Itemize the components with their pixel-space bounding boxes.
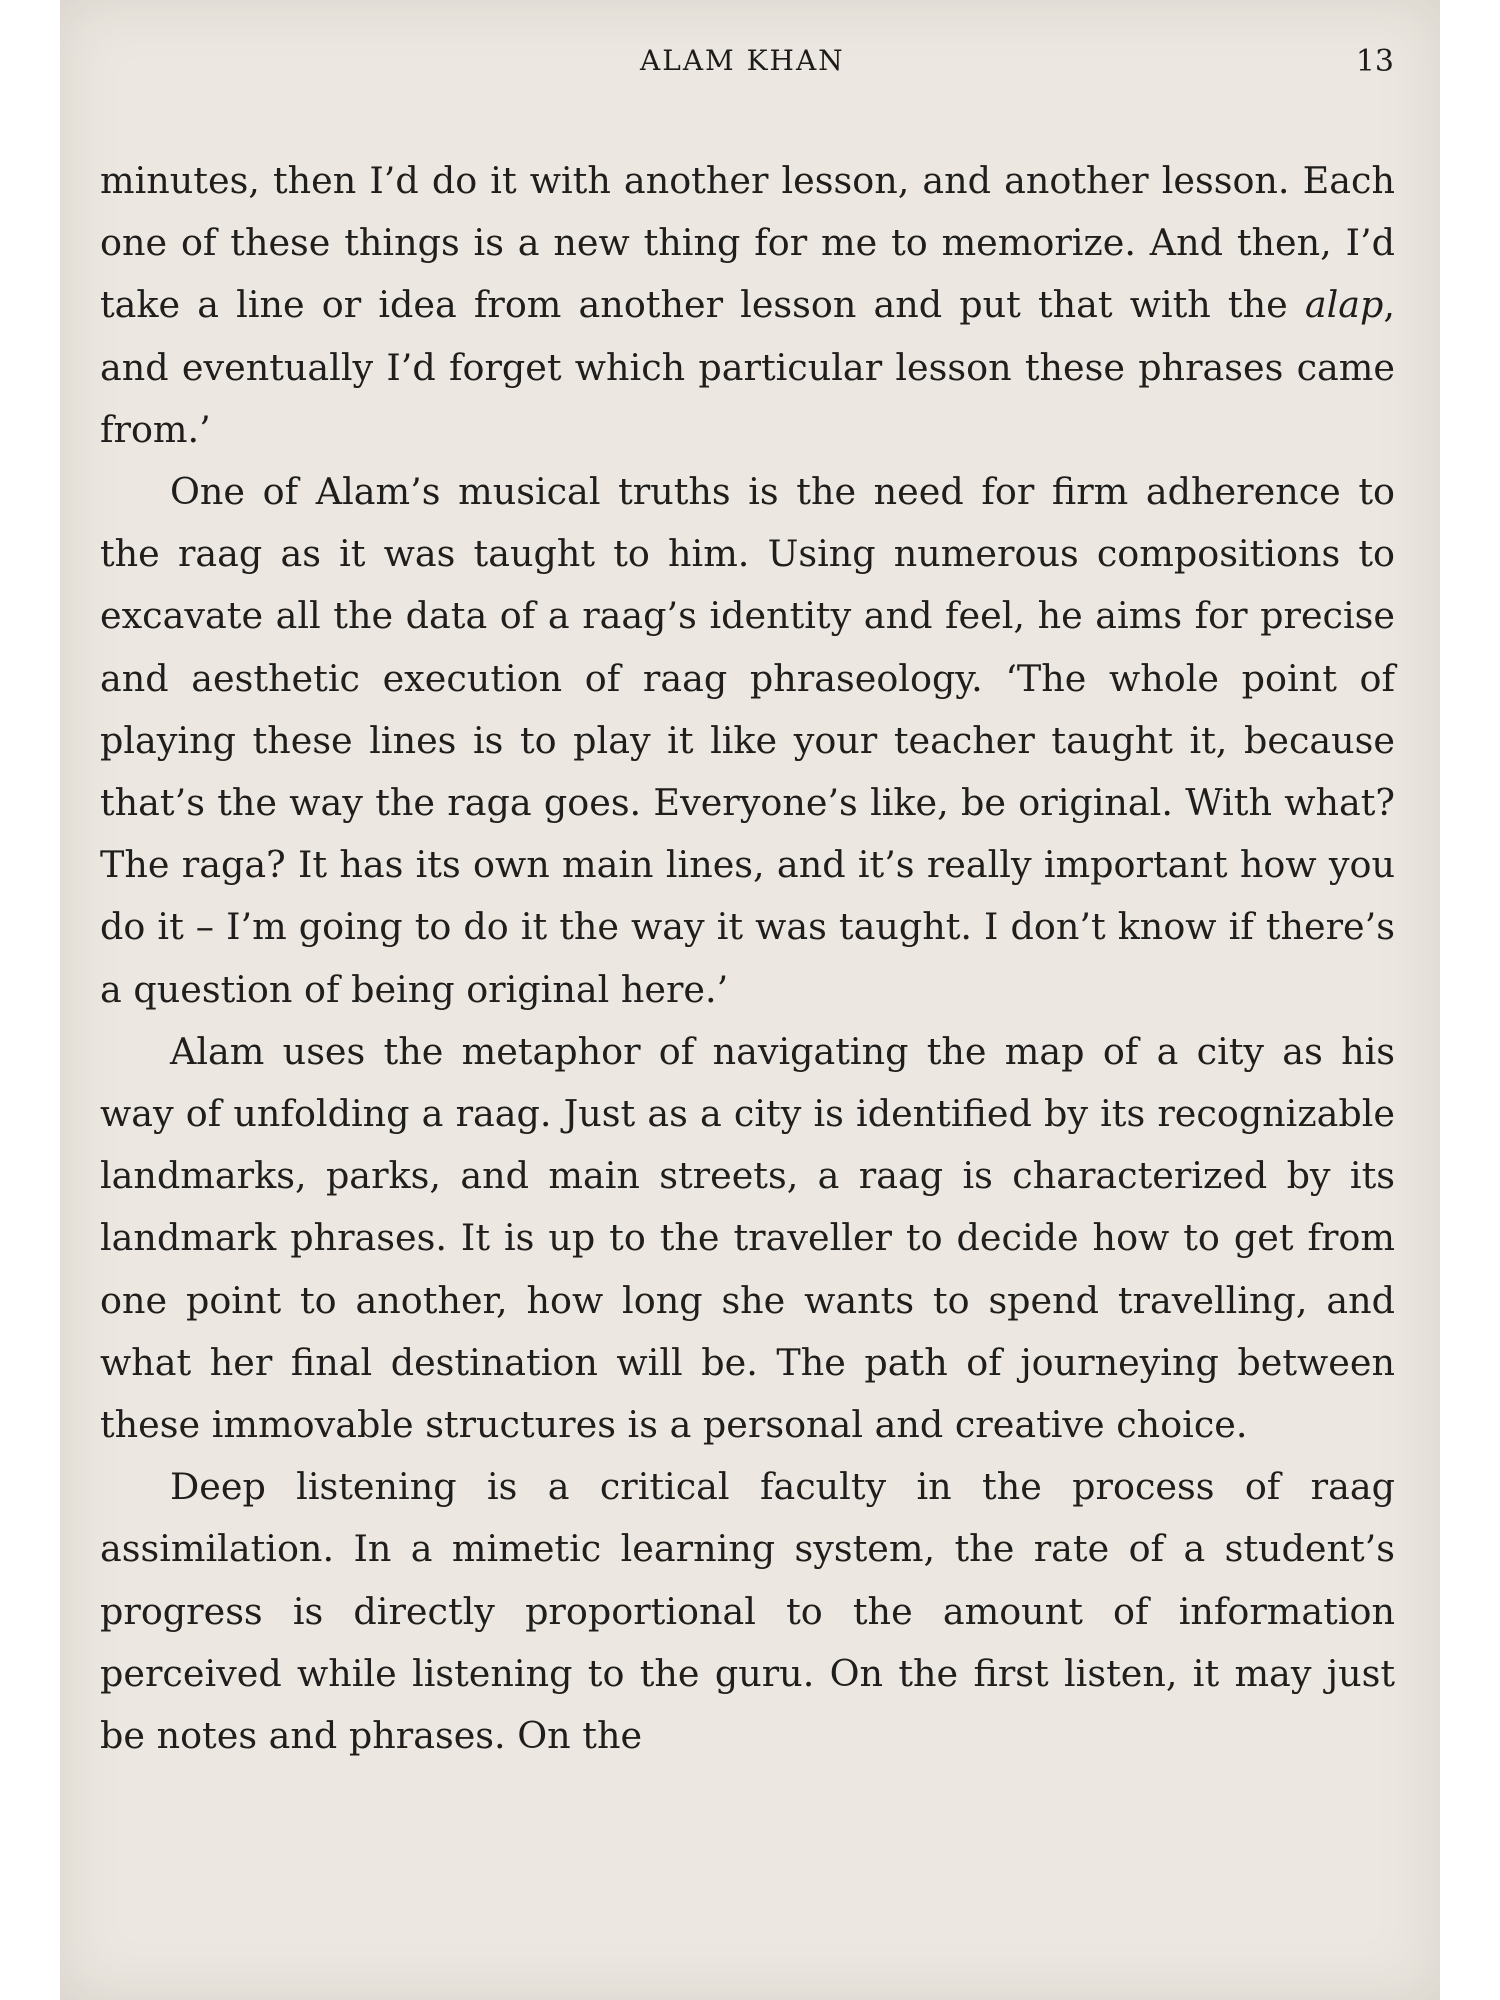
chapter-title: ALAM KHAN	[640, 44, 845, 77]
paragraph-2: One of Alam’s musical truths is the need for firm adherence to the raag as it was taught to him. Using numerous compositions to excavate all the data of a raag’s identity and feel, he aims for precise and aesthetic execution of raag phraseology. ‘The whole point of playing these lines is to play it like your teacher taught it, because that’s the way the raga goes. Everyone’s like, be original. With what? The raga? It has its own main lines, and it’s really important how you do it – I’m going to do it the way it was taught. I don’t know if there’s a question of being original here.’	[100, 470, 1395, 1011]
paragraph-1-part-2: , and eventually I’d forget which particular lesson these phrases came from.’	[100, 283, 1395, 451]
book-page	[60, 0, 1440, 2000]
running-head	[60, 44, 1440, 84]
body-text	[100, 150, 1395, 1767]
paragraph-1-part-1: minutes, then I’d do it with another lesson, and another lesson. Each one of these things is a new thing for me to memorize. And then, I’d take a line or idea from another lesson and put that with the	[100, 159, 1395, 327]
paragraph-4: Deep listening is a critical faculty in the process of raag assimilation. In a mimetic learning system, the rate of a student’s progress is directly proportional to the amount of information perceived while listening to the guru. On the first listen, it may just be notes and phrases. On the	[100, 1465, 1395, 1758]
page-number: 13	[1355, 44, 1394, 79]
paragraph-1-italic-term: alap	[1304, 283, 1384, 327]
paragraph-1	[100, 150, 1395, 461]
paragraph-3: Alam uses the metaphor of navigating the map of a city as his way of unfolding a raag. Just as a city is identified by its recognizable landmarks, parks, and main streets, a raag is characterized by its landmark phrases. It is up to the traveller to decide how to get from one point to another, how long she wants to spend travelling, and what her final destination will be. The path of journeying between these immovable structures is a personal and creative choice.	[100, 1029, 1395, 1447]
